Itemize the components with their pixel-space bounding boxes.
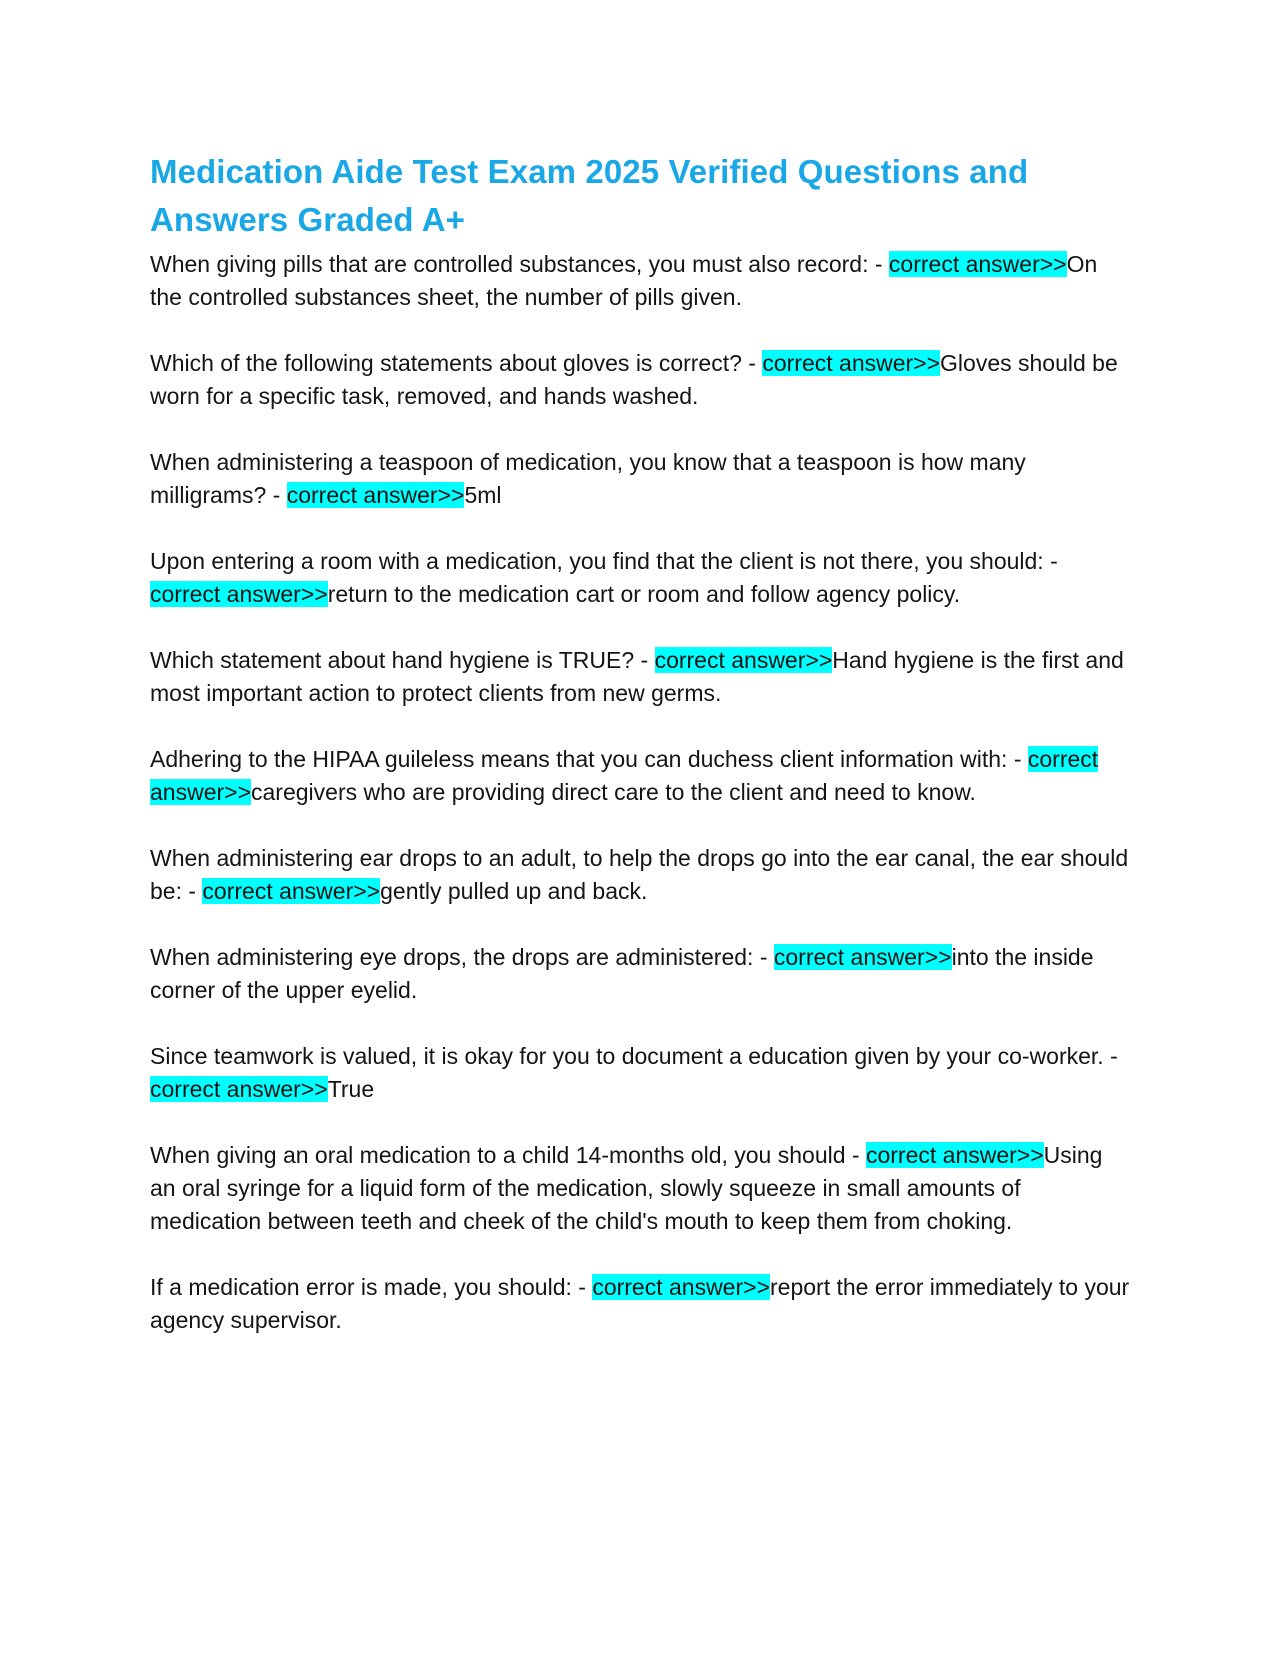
answer-marker-highlight: correct answer>> [773,944,952,970]
question-text: When administering ear drops to an adult, to help the drops go into the ear canal, the ear should be: - [150,845,1129,904]
qa-item [150,248,1130,314]
question-text: When administering a teaspoon of medication, you know that a teaspoon is how many milligrams? - [150,449,1026,508]
answer-text: return to the medication cart or room and follow agency policy. [327,581,961,607]
question-text: When giving pills that are controlled substances, you must also record: - [150,251,889,277]
document-title: Medication Aide Test Exam 2025 Verified Questions and Answers Graded A+ [150,153,1029,238]
qa-item [150,941,1130,1007]
qa-item [150,545,1130,611]
question-text: Which of the following statements about gloves is correct? - [150,350,763,376]
answer-text: Gloves should be worn for a specific task, removed, and hands washed. [150,350,1118,409]
answer-marker-highlight: correct answer>> [150,581,328,607]
answer-text: Using an oral syringe for a liquid form of the medication, slowly squeeze in small amounts of medication between teeth and cheek of the child's mouth to keep them from choking. [150,1142,1103,1234]
qa-list [150,248,1130,1337]
answer-text: 5ml [464,482,502,508]
qa-item [150,1271,1130,1337]
answer-marker-highlight: correct answer>> [762,350,941,376]
answer-marker-highlight: correct answer>> [286,482,465,508]
qa-item [150,644,1130,710]
qa-item [150,1139,1130,1238]
question-text: When administering eye drops, the drops are administered: - [150,944,774,970]
qa-item [150,347,1130,413]
qa-item [150,446,1130,512]
answer-text: report the error immediately to your agency supervisor. [150,1274,1130,1333]
document-page [150,148,1130,1370]
answer-marker-highlight: correct answer>> [654,647,833,673]
answer-text: True [327,1076,375,1102]
qa-item [150,1040,1130,1106]
question-text: If a medication error is made, you should: - [150,1274,593,1300]
qa-item [150,743,1130,809]
question-text: Which statement about hand hygiene is TRUE? - [150,647,655,673]
answer-text: gently pulled up and back. [380,878,648,904]
answer-marker-highlight: correct answer>> [888,251,1067,277]
qa-item [150,842,1130,908]
answer-text: caregivers who are providing direct care to the client and need to know. [251,779,976,805]
answer-marker-highlight: correct answer>> [865,1142,1044,1168]
answer-text: Hand hygiene is the first and most important action to protect clients from new germs. [150,647,1124,706]
answer-text: On the controlled substances sheet, the number of pills given. [150,251,1098,310]
answer-marker-highlight: correct answer>> [202,878,381,904]
answer-marker-highlight: correct answer>> [592,1274,771,1300]
answer-text: into the inside corner of the upper eyelid. [150,944,1094,1003]
question-text: Since teamwork is valued, it is okay for you to document a education given by your co-worker. - [150,1043,1118,1069]
answer-marker-highlight: correct answer>> [150,1076,328,1102]
answer-marker-highlight: correct answer>> [150,746,1099,805]
question-text: Upon entering a room with a medication, you find that the client is not there, you should: - [150,548,1058,574]
question-text: Adhering to the HIPAA guileless means that you can duchess client information with: - [150,746,1028,772]
question-text: When giving an oral medication to a child 14-months old, you should - [150,1142,866,1168]
